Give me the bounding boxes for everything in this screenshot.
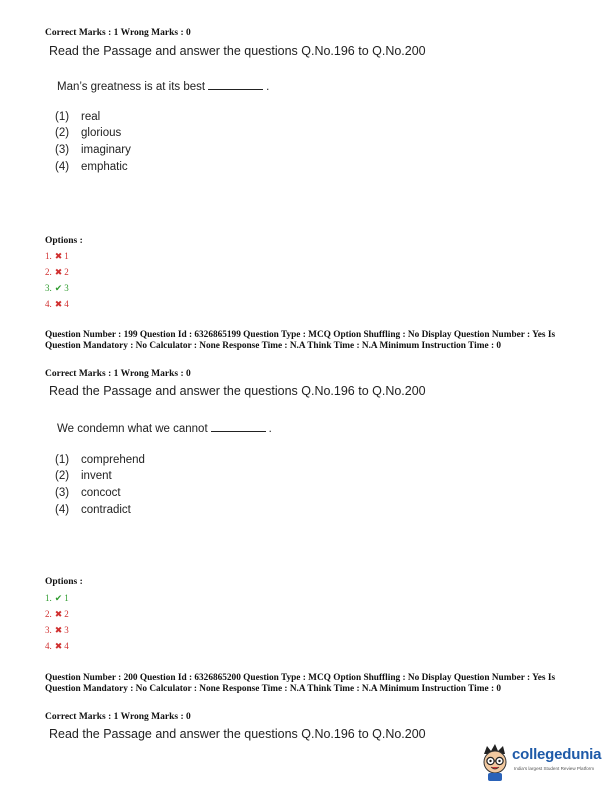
stem-end: .	[268, 423, 272, 435]
marks-line: Correct Marks : 1 Wrong Marks : 0	[45, 369, 191, 379]
choice-item: (4) emphatic	[55, 161, 128, 173]
option-row: 2. ✖ 2	[45, 609, 69, 619]
answer-blank	[211, 421, 266, 432]
question-text: We condemn what we cannot	[57, 423, 208, 435]
choice-item: (1) comprehend	[55, 454, 145, 466]
cross-icon: ✖	[54, 641, 63, 651]
stem-end: .	[266, 81, 270, 93]
answer-blank	[208, 79, 263, 90]
option-row: 1. ✖ 1	[45, 251, 69, 261]
logo-wordmark: collegedunia	[512, 746, 602, 763]
option-row: 3. ✔ 3	[45, 283, 69, 293]
passage-instruction: Read the Passage and answer the questions Q.No.196 to Q.No.200	[49, 44, 426, 58]
choice-item: (2) invent	[55, 470, 112, 482]
option-row: 2. ✖ 2	[45, 267, 69, 277]
question-text: Man’s greatness is at its best	[57, 81, 206, 93]
mascot-icon	[478, 742, 512, 782]
check-icon: ✔	[54, 593, 63, 603]
choice-item: (1) real	[55, 111, 101, 123]
option-row: 4. ✖ 4	[45, 641, 69, 651]
marks-line: Correct Marks : 1 Wrong Marks : 0	[45, 712, 191, 722]
option-row: 4. ✖ 4	[45, 299, 69, 309]
question-meta: Question Number : 200 Question Id : 6326865200 Question Type : MCQ Option Shuffling : No Display Question Number : Yes Is Question Mandatory : No Calculator : None Response Time : N.A Think Time : N.A Minimum Instruction Time : 0	[45, 673, 556, 694]
passage-instruction: Read the Passage and answer the questions Q.No.196 to Q.No.200	[49, 384, 426, 398]
passage-instruction: Read the Passage and answer the questions Q.No.196 to Q.No.200	[49, 727, 426, 741]
logo-tagline: India's largest Student Review Platform	[514, 766, 595, 771]
question-stem	[57, 79, 269, 93]
collegedunia-logo	[478, 742, 606, 782]
question-meta: Question Number : 199 Question Id : 6326865199 Question Type : MCQ Option Shuffling : No Display Question Number : Yes Is Question Mandatory : No Calculator : None Response Time : N.A Think Time : N.A Minimum Instruction Time : 0	[45, 330, 556, 351]
marks-line: Correct Marks : 1 Wrong Marks : 0	[45, 28, 191, 38]
check-icon: ✔	[54, 283, 63, 293]
cross-icon: ✖	[54, 609, 63, 619]
options-heading: Options :	[45, 577, 83, 587]
cross-icon: ✖	[54, 625, 63, 635]
choice-item: (3) concoct	[55, 487, 121, 499]
cross-icon: ✖	[54, 251, 63, 261]
choice-item: (2) glorious	[55, 127, 122, 139]
question-stem	[57, 421, 272, 435]
choice-item: (4) contradict	[55, 504, 131, 516]
cross-icon: ✖	[54, 299, 63, 309]
option-row: 3. ✖ 3	[45, 625, 69, 635]
cross-icon: ✖	[54, 267, 63, 277]
choice-item: (3) imaginary	[55, 144, 131, 156]
option-row: 1. ✔ 1	[45, 593, 69, 603]
options-heading: Options :	[45, 236, 83, 246]
